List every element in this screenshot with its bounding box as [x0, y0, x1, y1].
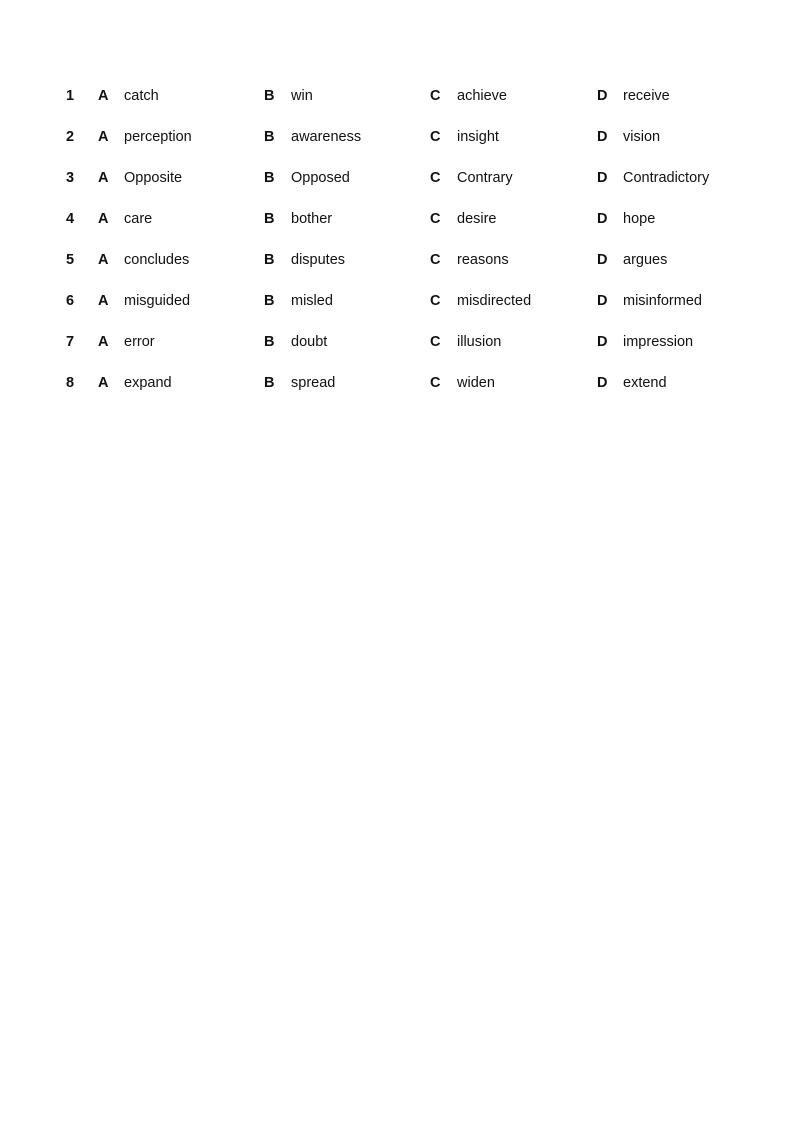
option-letter-c: C [430, 129, 441, 145]
option-letter-a: A [98, 170, 109, 186]
option-letter-b: B [264, 375, 275, 391]
question-row [66, 332, 766, 373]
option-word-a: error [124, 334, 155, 350]
question-row [66, 250, 766, 291]
question-list [66, 86, 766, 414]
option-word-d: receive [623, 88, 670, 104]
option-letter-d: D [597, 293, 608, 309]
option-word-b: win [291, 88, 313, 104]
option-word-a: catch [124, 88, 159, 104]
option-word-a: perception [124, 129, 192, 145]
question-number: 6 [66, 293, 75, 309]
question-row [66, 168, 766, 209]
question-row [66, 127, 766, 168]
option-word-d: Contradictory [623, 170, 710, 186]
option-letter-d: D [597, 211, 608, 227]
option-letter-a: A [98, 129, 109, 145]
option-word-d: misinformed [623, 293, 702, 309]
option-word-b: Opposed [291, 170, 350, 186]
option-letter-c: C [430, 375, 441, 391]
option-letter-a: A [98, 252, 109, 268]
option-letter-d: D [597, 170, 608, 186]
option-word-d: argues [623, 252, 668, 268]
option-letter-b: B [264, 293, 275, 309]
option-word-a: care [124, 211, 153, 227]
option-word-c: widen [457, 375, 495, 391]
option-word-b: bother [291, 211, 333, 227]
option-letter-d: D [597, 375, 608, 391]
option-word-b: spread [291, 375, 336, 391]
option-word-b: disputes [291, 252, 346, 268]
question-number: 4 [66, 211, 75, 227]
option-word-c: achieve [457, 88, 507, 104]
option-letter-c: C [430, 211, 441, 227]
option-letter-c: C [430, 252, 441, 268]
option-letter-a: A [98, 334, 109, 350]
option-letter-c: C [430, 334, 441, 350]
option-letter-a: A [98, 375, 109, 391]
option-word-d: hope [623, 211, 656, 227]
option-letter-d: D [597, 129, 608, 145]
question-number: 3 [66, 170, 75, 186]
option-letter-b: B [264, 170, 275, 186]
question-number: 1 [66, 88, 75, 104]
option-letter-c: C [430, 88, 441, 104]
question-row [66, 373, 766, 414]
question-number: 8 [66, 375, 75, 391]
option-word-c: desire [457, 211, 497, 227]
question-row [66, 291, 766, 332]
option-word-b: misled [291, 293, 333, 309]
option-letter-b: B [264, 211, 275, 227]
question-row [66, 209, 766, 250]
option-word-d: vision [623, 129, 661, 145]
option-letter-d: D [597, 252, 608, 268]
option-letter-d: D [597, 334, 608, 350]
option-letter-a: A [98, 293, 109, 309]
option-word-a: misguided [124, 293, 191, 309]
option-word-c: insight [457, 129, 499, 145]
option-letter-b: B [264, 252, 275, 268]
option-word-a: expand [124, 375, 172, 391]
question-number: 7 [66, 334, 75, 350]
option-word-c: misdirected [457, 293, 532, 309]
option-word-c: reasons [457, 252, 509, 268]
option-word-a: concludes [124, 252, 190, 268]
option-word-b: doubt [291, 334, 328, 350]
option-letter-d: D [597, 88, 608, 104]
option-word-a: Opposite [124, 170, 183, 186]
option-letter-a: A [98, 88, 109, 104]
option-letter-b: B [264, 334, 275, 350]
option-word-c: illusion [457, 334, 502, 350]
option-word-d: extend [623, 375, 667, 391]
option-letter-b: B [264, 129, 275, 145]
option-letter-c: C [430, 170, 441, 186]
option-letter-a: A [98, 211, 109, 227]
option-word-c: Contrary [457, 170, 513, 186]
question-number: 2 [66, 129, 75, 145]
option-letter-b: B [264, 88, 275, 104]
option-word-b: awareness [291, 129, 362, 145]
option-letter-c: C [430, 293, 441, 309]
question-row [66, 86, 766, 127]
option-word-d: impression [623, 334, 694, 350]
question-number: 5 [66, 252, 75, 268]
